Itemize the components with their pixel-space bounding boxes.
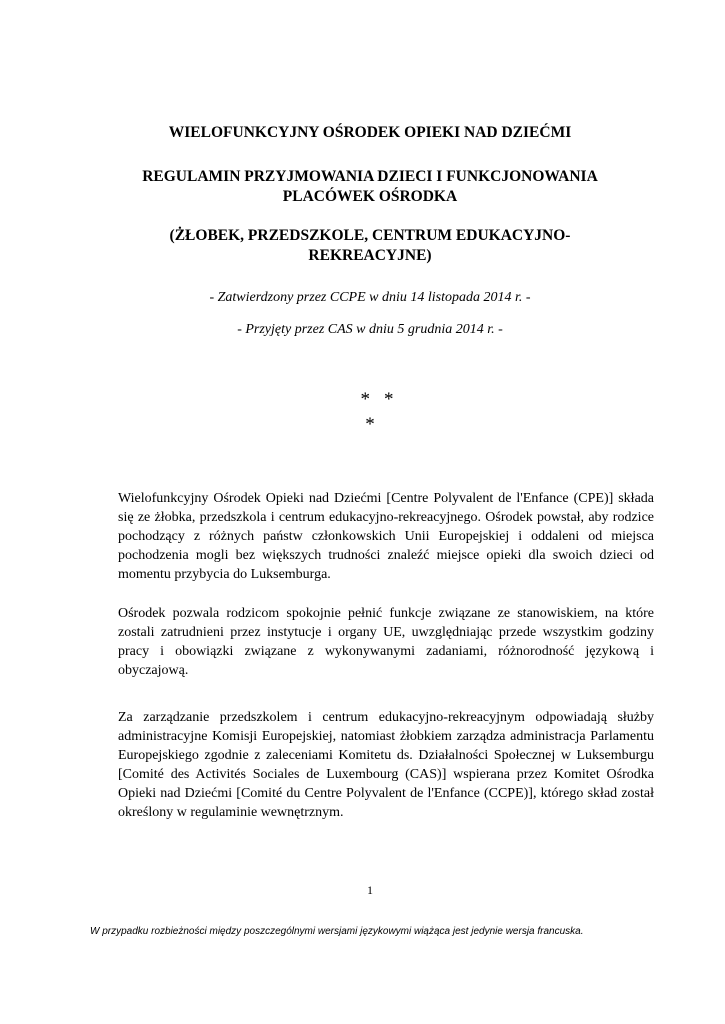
organization-title: WIELOFUNKCYJNY OŚRODEK OPIEKI NAD DZIEĆMI (168, 124, 572, 141)
regulation-title: REGULAMIN PRZYJMOWANIA DZIECI I FUNKCJONOWANIA PLACÓWEK OŚRODKA (142, 168, 598, 205)
purpose-paragraph: Ośrodek pozwala rodzicom spokojnie pełnić funkcje związane ze stanowiskiem, na które zostali zatrudnieni przez instytucje i organy UE, uwzględniając przede wszystkim godziny pracy i obowiązki związane z wykonywanymi zadaniami, różnorodność językową i obyczajową. (118, 606, 654, 678)
ccpe-approval-note: - Zatwierdzony przez CCPE w dniu 14 listopada 2014 r. - (209, 290, 531, 305)
page-number: 1 (367, 883, 373, 897)
asterism-separator-top: ** (360, 389, 408, 410)
facilities-subtitle: (ŻŁOBEK, PRZEDSZKOLE, CENTRUM EDUKACYJNO-REKREACYJNE) (169, 227, 571, 264)
intro-paragraph: Wielofunkcyjny Ośrodek Opieki nad Dziećmi [Centre Polyvalent de l'Enfance (CPE)] składa się ze żłobka, przedszkola i centrum edukacyjno-rekreacyjnego. Ośrodek powstał, aby rodzice pochodzący z różnych państw członkowskich Unii Europejskiej i oddaleni od miejsca pochodzenia mogli bez większych trudności znaleźć miejsce opieki dla swoich dzieci od momentu przybycia do Luksemburga. (118, 491, 654, 582)
cas-adoption-note: - Przyjęty przez CAS w dniu 5 grudnia 2014 r. - (237, 322, 503, 337)
asterism-separator-bottom: * (365, 414, 375, 435)
language-disclaimer-footer: W przypadku rozbieżności między poszczególnymi wersjami językowymi wiążąca jest jedynie wersja francuska. (90, 926, 584, 937)
management-paragraph: Za zarządzanie przedszkolem i centrum edukacyjno-rekreacyjnym odpowiadają służby administracyjne Komisji Europejskiej, natomiast żłobkiem zarządza administracja Parlamentu Europejskiego zgodnie z zaleceniami Komitetu ds. Działalności Społecznej w Luksemburgu [Comité des Activités Sociales de Luxembourg (CAS)] wspierana przez Komitet Ośrodka Opieki nad Dziećmi [Comité du Centre Polyvalent de l'Enfance (CCPE)], którego skład został określony w regulaminie wewnętrznym. (118, 710, 654, 820)
